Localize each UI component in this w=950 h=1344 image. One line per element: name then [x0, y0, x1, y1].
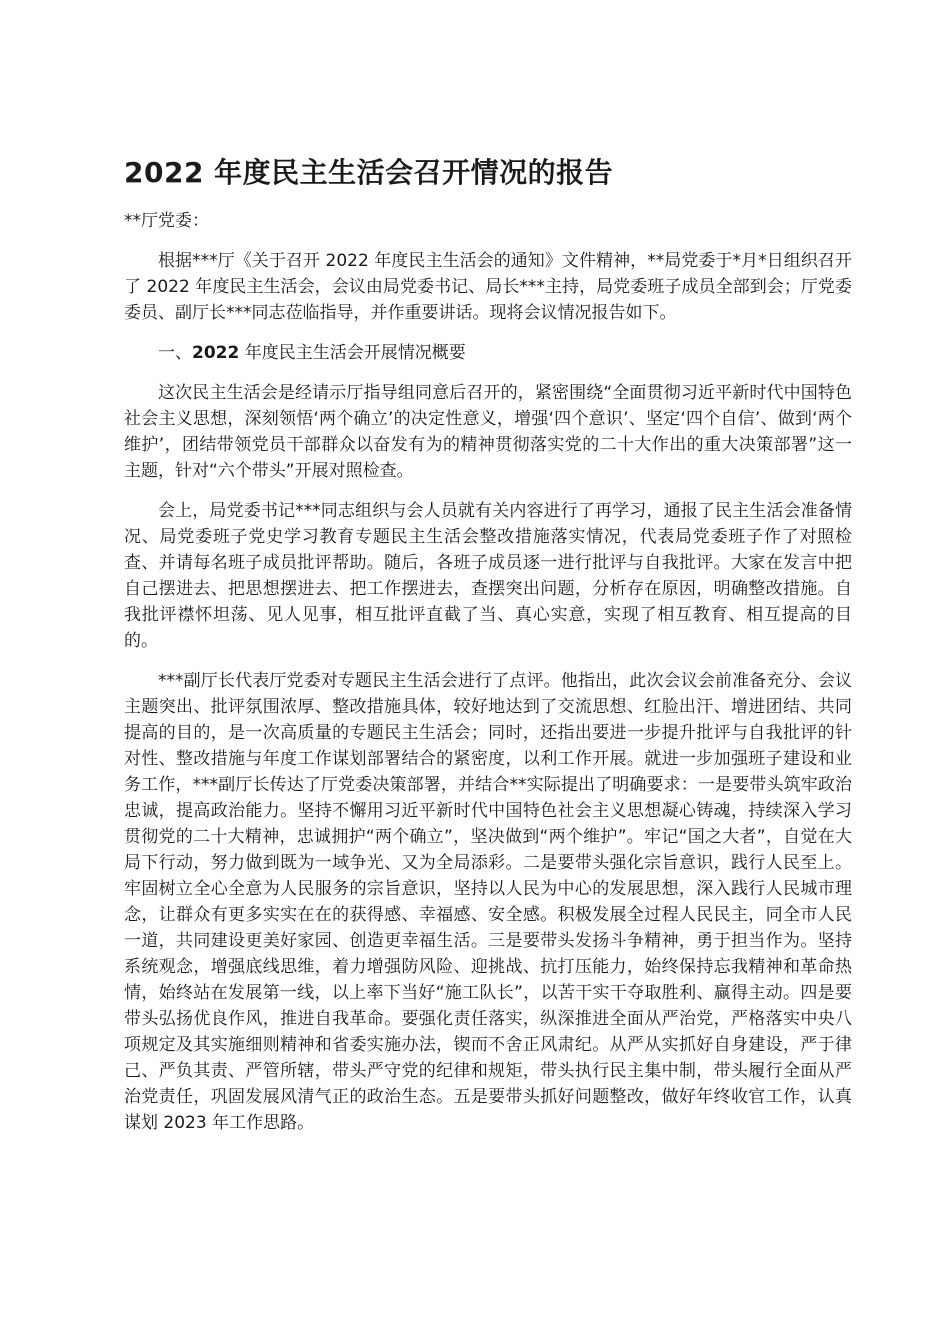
- document-title: 2022 年度民主生活会召开情况的报告: [124, 156, 614, 189]
- body-paragraph: ***副厅长代表厅党委对专题民主生活会进行了点评。他指出，此次会议会前准备充分、会议主题突出、批评氛围浓厚、整改措施具体，较好地达到了交流思想、红脸出汗、增进团结、共同提高的目的，是一次高质量的专题民主生活会；同时，还指出要进一步提升批评与自我批评的针对性、整改措施与年度工作谋划部署结合的紧密度，以利工作开展。就进一步加强班子建设和业务工作，***副厅长传达了厅党委决策部署，并结合**实际提出了明确要求：一是要带头筑牢政治忠诚，提高政治能力。坚持不懈用习近平新时代中国特色社会主义思想凝心铸魂，持续深入学习贯彻党的二十大精神，忠诚拥护“两个确立”，坚决做到“两个维护”。牢记“国之大者”，自觉在大局下行动，努力做到既为一域争光、又为全局添彩。二是要带头强化宗旨意识，践行人民至上。牢固树立全心全意为人民服务的宗旨意识，坚持以人民为中心的发展思想，深入践行人民城市理念，让群众有更多实实在在的获得感、幸福感、安全感。积极发展全过程人民民主，同全市人民一道，共同建设更美好家园、创造更幸福生活。三是要带头发扬斗争精神，勇于担当作为。坚持系统观念，增强底线思维，着力增强防风险、迎挑战、抗打压能力，始终保持忘我精神和革命热情，始终站在发展第一线，以上率下当好“施工队长”，以苦干实干夺取胜利、赢得主动。四是要带头弘扬优良作风，推进自我革命。要强化责任落实，纵深推进全面从严治党，严格落实中央八项规定及其实施细则精神和省委实施办法，锲而不舍正风肃纪。从严从实抓好自身建设，严于律己、严负其责、严管所辖，带头严守党的纪律和规矩，带头执行民主集中制，带头履行全面从严治党责任，巩固发展风清气正的政治生态。五是要带头抓好问题整改，做好年终收官工作，认真谋划 2023 年工作思路。: [124, 671, 852, 1133]
- document-body: [124, 152, 852, 1136]
- section-heading-text: 年度民主生活会开展情况概要: [239, 343, 466, 363]
- salutation: **厅党委：: [124, 211, 209, 231]
- intro-paragraph: 根据***厅《关于召开 2022 年度民主生活会的通知》文件精神，**局党委于*月*日组织召开了 2022 年度民主生活会，会议由局党委书记、局长***主持，局党委班子成员全部到会；厅党委委员、副厅长***同志莅临指导，并作重要讲话。现将会议情况报告如下。: [124, 251, 852, 323]
- section-heading-prefix: 一、: [158, 343, 192, 363]
- section-heading-number: 2022: [192, 343, 240, 363]
- body-paragraph: 这次民主生活会是经请示厅指导组同意后召开的，紧密围绕“全面贯彻习近平新时代中国特色社会主义思想，深刻领悟‘两个确立’的决定性意义，增强‘四个意识’、坚定‘四个自信’、做到‘两个维护’，团结带领党员干部群众以奋发有为的精神贯彻落实党的二十大作出的重大决策部署”这一主题，针对“六个带头”开展对照检查。: [124, 383, 852, 481]
- body-paragraph: 会上，局党委书记***同志组织与会人员就有关内容进行了再学习，通报了民主生活会准备情况、局党委班子党史学习教育专题民主生活会整改措施落实情况，代表局党委班子作了对照检查、并请每名班子成员批评帮助。随后，各班子成员逐一进行批评与自我批评。大家在发言中把自己摆进去、把思想摆进去、把工作摆进去，查摆突出问题，分析存在原因，明确整改措施。自我批评襟怀坦荡、见人见事，相互批评直截了当、真心实意，实现了相互教育、相互提高的目的。: [124, 501, 852, 651]
- section-heading-1: [124, 340, 852, 366]
